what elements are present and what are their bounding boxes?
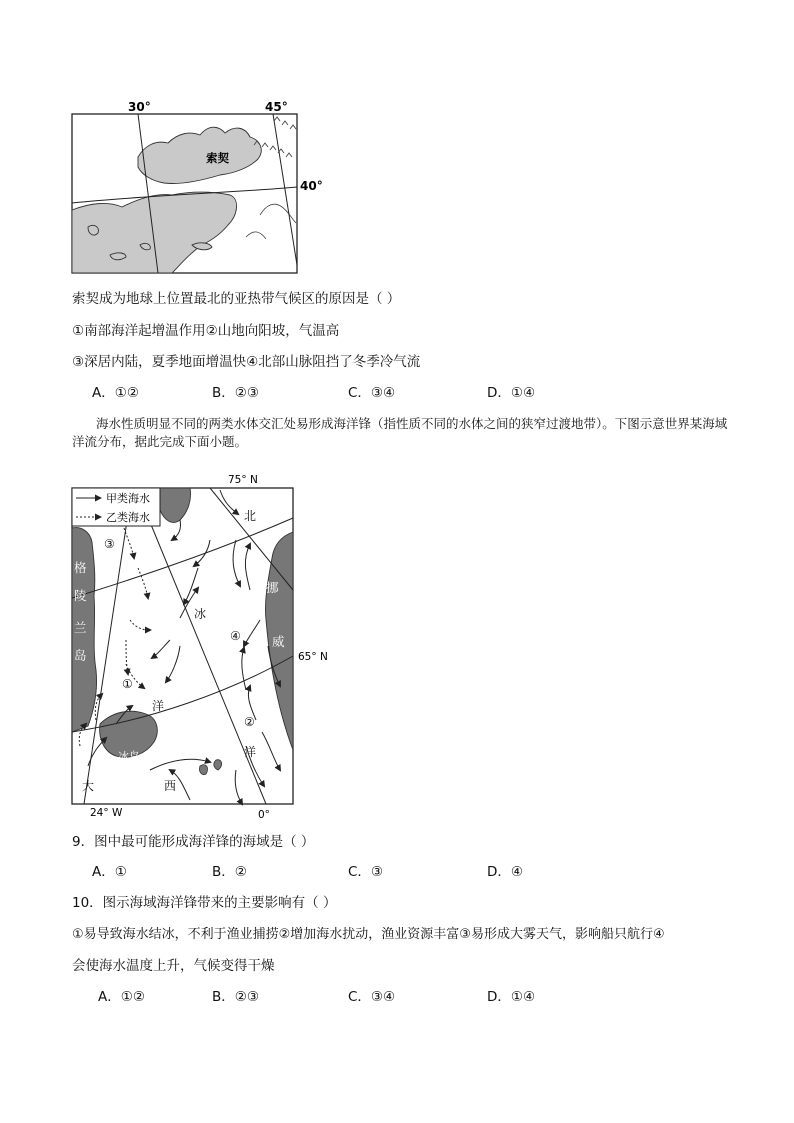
small-island [199,765,207,775]
lat-65-label: 65° N [298,651,328,663]
question-9-stem: 9．图中最可能形成海洋锋的海域是（ ） [72,834,315,850]
lon-24w-label: 24° W [90,807,123,819]
island [110,253,126,260]
iceland-label: 冰岛 [118,750,140,763]
lon-45-label: 45° [265,100,288,114]
marker-2: ② [244,715,255,729]
greenland-char-3: 兰 [74,620,87,635]
question-sochi-statements-2: ③深居内陆，夏季地面增温快④北部山脉阻挡了冬季冷气流 [72,354,421,370]
option-b[interactable]: B．②③ [212,385,259,401]
bei-label: 北 [244,509,257,523]
map2-frame [72,488,293,804]
q10-option-b[interactable]: B．②③ [212,989,259,1005]
marker-3: ③ [104,537,115,551]
legend-b-label: 乙类海水 [106,511,150,524]
question-sochi-statements-1: ①南部海洋起增温作用②山地向阳坡，气温高 [72,323,340,339]
marker-1: ① [122,677,133,691]
option-a[interactable]: A．①② [92,385,139,401]
question-10-statements-2: 会使海水温度上升，气候变得干燥 [72,958,275,974]
map-sochi-svg [60,95,340,280]
q9-option-a[interactable]: A．① [92,864,127,880]
q9-option-c[interactable]: C．③ [348,864,384,880]
yang-label-2: 洋 [244,745,257,759]
bing-label: 冰 [194,607,207,621]
legend-a-label: 甲类海水 [106,492,150,505]
xi-label: 西 [164,779,177,793]
question-10-stem: 10．图示海域海洋锋带来的主要影响有（ ） [72,895,337,911]
q10-option-a[interactable]: A．①② [98,989,145,1005]
intro-paragraph: 海水性质明显不同的两类水体交汇处易形成海洋锋（指性质不同的水体之间的狭窄过渡地带）。下图示意世界某海域洋流分布，据此完成下面小题。 [72,416,728,449]
marker-4: ④ [230,629,241,643]
da-label: 大 [82,779,95,793]
greenland-char-4: 岛 [74,648,87,663]
norway-char-1: 挪 [266,580,279,595]
map-currents [60,470,350,822]
q9-option-b[interactable]: B．② [212,864,247,880]
map-currents-svg [60,470,350,822]
option-c[interactable]: C．③④ [348,385,396,401]
lon-30-label: 30° [128,100,151,114]
lat-75-label: 75° N [228,474,258,486]
q10-option-c[interactable]: C．③④ [348,989,396,1005]
norway-char-2: 威 [272,634,285,649]
sochi-label: 索契 [206,151,229,165]
map-sochi [60,95,340,280]
lat-40-label: 40° [300,179,323,193]
q9-option-d[interactable]: D．④ [487,864,523,880]
q10-option-d[interactable]: D．①④ [487,989,536,1005]
option-d[interactable]: D．①④ [487,385,536,401]
yang-label-1: 洋 [152,699,165,713]
question-sochi-stem: 索契成为地球上位置最北的亚热带气候区的原因是（ ） [72,291,401,307]
island [88,225,98,235]
lon-0-label: 0° [258,809,270,821]
greenland-char-2: 陵 [74,588,87,603]
greenland-char-1: 格 [74,560,87,575]
question-10-statements-1: ①易导致海水结冰，不利于渔业捕捞②增加海水扰动，渔业资源丰富③易形成大雾天气，影响船只航行④ [72,927,665,942]
